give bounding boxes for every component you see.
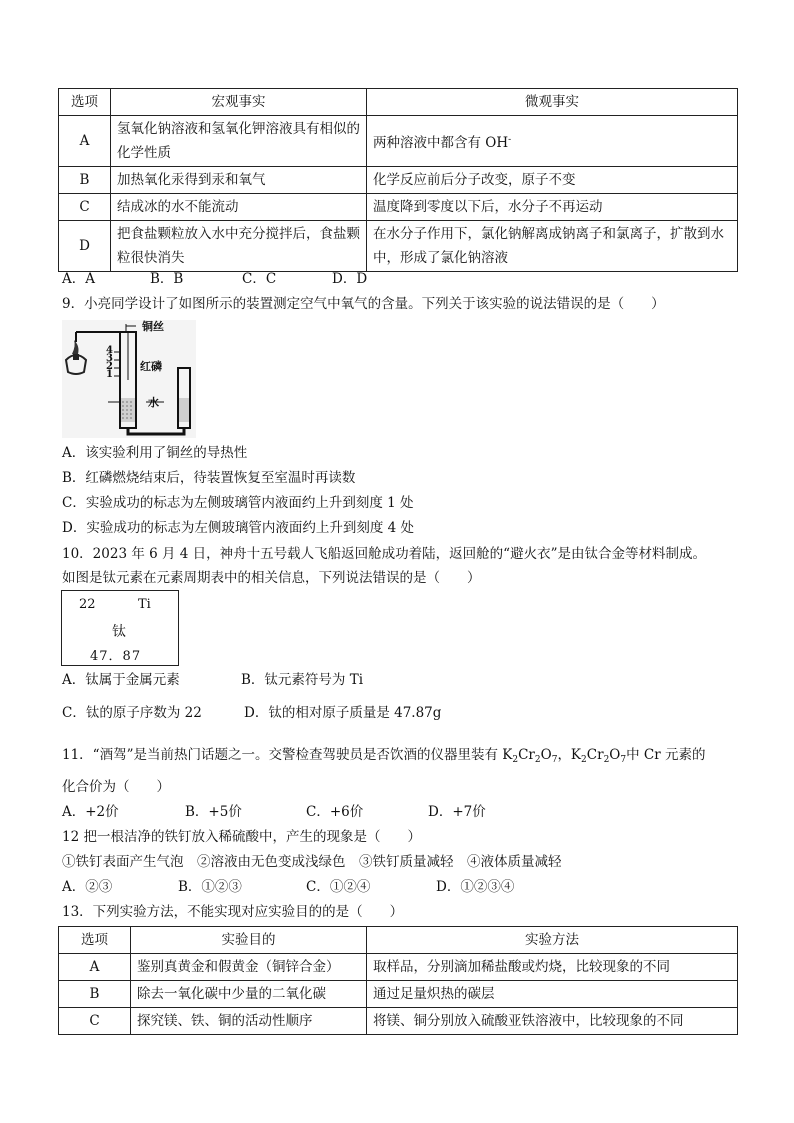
q10-option-d[interactable]: D．钛的相对原子质量是 47.87g bbox=[244, 705, 442, 721]
row-macro: 把食盐颗粒放入水中充分搅拌后，食盐颗粒很快消失 bbox=[111, 221, 367, 272]
row-option: A bbox=[59, 116, 111, 167]
table-row bbox=[59, 981, 738, 1008]
element-symbol: Ti bbox=[138, 597, 151, 612]
header-micro: 微观事实 bbox=[367, 89, 738, 116]
subscript: 2 bbox=[581, 755, 587, 765]
q8-table bbox=[58, 88, 738, 272]
atomic-number: 22 bbox=[79, 597, 96, 612]
apparatus-diagram bbox=[62, 320, 196, 438]
table-row bbox=[59, 194, 738, 221]
formula-o: O bbox=[540, 747, 552, 763]
q8-option-d[interactable]: D．D bbox=[332, 271, 368, 287]
row-option: B bbox=[59, 167, 111, 194]
table-row bbox=[59, 167, 738, 194]
q11-stem-part-a: 11．“酒驾”是当前热门话题之一。交警检查驾驶员是否饮酒的仪器里装有 K bbox=[62, 747, 513, 763]
q12-option-c[interactable]: C．①②④ bbox=[306, 879, 371, 895]
element-name: 钛 bbox=[112, 624, 126, 640]
q12-stem: 12 把一根洁净的铁钉放入稀硫酸中，产生的现象是（ ） bbox=[62, 829, 421, 845]
q10-option-b[interactable]: B．钛元素符号为 Ti bbox=[241, 672, 364, 688]
row-option: C bbox=[59, 194, 111, 221]
row-macro: 氢氧化钠溶液和氢氧化钾溶液具有相似的化学性质 bbox=[111, 116, 367, 167]
q12-items: ①铁钉表面产生气泡 ②溶液由无色变成浅绿色 ③铁钉质量减轻 ④液体质量减轻 bbox=[62, 854, 562, 870]
table-row bbox=[59, 116, 738, 167]
q9-option-d[interactable]: D．实验成功的标志为左侧玻璃管内液面约上升到刻度 4 处 bbox=[62, 520, 414, 536]
q10-stem-line2: 如图是钛元素在元素周期表中的相关信息，下列说法错误的是（ ） bbox=[62, 570, 481, 586]
row-micro: 化学反应前后分子改变，原子不变 bbox=[367, 167, 738, 194]
label-copper-wire: 铜丝 bbox=[142, 320, 164, 333]
q11-option-b[interactable]: B．+5价 bbox=[185, 804, 242, 820]
formula-o: O bbox=[609, 747, 621, 763]
header-option: 选项 bbox=[59, 927, 131, 954]
q9-option-a[interactable]: A．该实验利用了铜丝的导热性 bbox=[62, 445, 248, 461]
q11-option-a[interactable]: A．+2价 bbox=[62, 804, 119, 820]
q10-option-a[interactable]: A．钛属于金属元素 bbox=[62, 672, 180, 688]
subscript: 2 bbox=[603, 755, 610, 765]
micro-text: 两种溶液中都含有 OH bbox=[373, 134, 509, 151]
table-row bbox=[59, 1008, 738, 1035]
q11-stem-part-c: 中 Cr 元素的 bbox=[626, 747, 706, 763]
formula-cr: Cr bbox=[586, 747, 604, 763]
q9-stem: 9．小亮同学设计了如图所示的装置测定空气中氧气的含量。下列关于该实验的说法错误的是（ ） bbox=[62, 296, 665, 312]
q11-stem-line1 bbox=[62, 745, 705, 770]
q12-option-d[interactable]: D．①②③④ bbox=[436, 879, 515, 895]
label-water: 水 bbox=[148, 396, 159, 409]
q11-stem-line2: 化合价为（ ） bbox=[62, 779, 170, 795]
q10-stem-line1: 10．2023 年 6 月 4 日，神舟十五号载人飞船返回舱成功着陆，返回舱的“避火衣”是由钛合金等材料制成。 bbox=[62, 546, 706, 562]
row-goal: 探究镁、铁、铜的活动性顺序 bbox=[131, 1008, 367, 1035]
header-macro: 宏观事实 bbox=[111, 89, 367, 116]
tick-label-2: 2 bbox=[106, 361, 113, 372]
header-method: 实验方法 bbox=[367, 927, 738, 954]
q11-option-d[interactable]: D．+7价 bbox=[428, 804, 486, 820]
row-goal: 除去一氧化碳中少量的二氧化碳 bbox=[131, 981, 367, 1008]
row-method: 将镁、铜分别放入硫酸亚铁溶液中，比较现象的不同 bbox=[367, 1008, 738, 1035]
header-option: 选项 bbox=[59, 89, 111, 116]
q13-stem: 13．下列实验方法，不能实现对应实验目的的是（ ） bbox=[62, 904, 404, 920]
q13-table bbox=[58, 926, 738, 1035]
q10-option-c[interactable]: C．钛的原子序数为 22 bbox=[62, 705, 202, 721]
element-card-titanium bbox=[61, 590, 179, 666]
formula-cr: Cr bbox=[518, 747, 535, 763]
row-macro: 结成冰的水不能流动 bbox=[111, 194, 367, 221]
q12-option-a[interactable]: A．②③ bbox=[62, 879, 113, 895]
tick-label-3: 3 bbox=[106, 353, 113, 364]
table-row bbox=[59, 221, 738, 272]
q9-option-c[interactable]: C．实验成功的标志为左侧玻璃管内液面约上升到刻度 1 处 bbox=[62, 495, 414, 511]
row-macro: 加热氧化汞得到汞和氧气 bbox=[111, 167, 367, 194]
tick-label-1: 1 bbox=[106, 369, 113, 380]
atomic-mass: 47．87 bbox=[90, 649, 142, 664]
q11-stem-part-b: ，K bbox=[557, 747, 582, 763]
header-goal: 实验目的 bbox=[131, 927, 367, 954]
label-red-phosphorus: 红磷 bbox=[140, 360, 162, 373]
q8-option-c[interactable]: C．C bbox=[242, 271, 277, 287]
row-option: C bbox=[59, 1008, 131, 1035]
row-method: 通过足量炽热的碳层 bbox=[367, 981, 738, 1008]
row-micro bbox=[367, 116, 738, 167]
q11-option-c[interactable]: C．+6价 bbox=[306, 804, 364, 820]
table-header-row bbox=[59, 927, 738, 954]
subscript: 2 bbox=[534, 755, 541, 765]
subscript: 7 bbox=[551, 755, 558, 765]
q9-option-b[interactable]: B．红磷燃烧结束后，待装置恢复至室温时再读数 bbox=[62, 470, 356, 486]
row-option: D bbox=[59, 221, 111, 272]
row-method: 取样品，分别滴加稀盐酸或灼烧，比较现象的不同 bbox=[367, 954, 738, 981]
row-micro: 在水分子作用下，氯化钠解离成钠离子和氯离子，扩散到水中，形成了氯化钠溶液 bbox=[367, 221, 738, 272]
row-micro: 温度降到零度以下后，水分子不再运动 bbox=[367, 194, 738, 221]
q8-option-a[interactable]: A．A bbox=[62, 271, 95, 287]
q9-apparatus-figure bbox=[62, 320, 196, 438]
subscript: 7 bbox=[620, 755, 627, 765]
row-option: A bbox=[59, 954, 131, 981]
table-header-row bbox=[59, 89, 738, 116]
ion-charge: - bbox=[508, 134, 512, 145]
row-option: B bbox=[59, 981, 131, 1008]
table-row bbox=[59, 954, 738, 981]
row-goal: 鉴别真黄金和假黄金（铜锌合金） bbox=[131, 954, 367, 981]
subscript: 2 bbox=[512, 755, 519, 765]
tick-label-4: 4 bbox=[106, 345, 113, 356]
q12-option-b[interactable]: B．①②③ bbox=[178, 879, 242, 895]
q8-option-b[interactable]: B．B bbox=[150, 271, 184, 287]
